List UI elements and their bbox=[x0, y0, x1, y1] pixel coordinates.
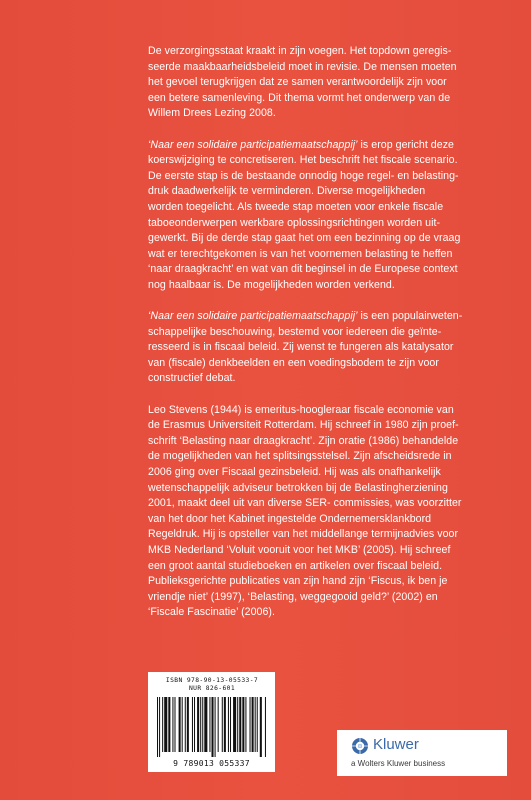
barcode-icon bbox=[157, 697, 267, 757]
publisher-tagline: a Wolters Kluwer business bbox=[351, 759, 446, 768]
ean-digits: 9 789013 055337 bbox=[173, 759, 250, 768]
book-title-reference: ‘Naar een solidaire participatiemaatschappij’ bbox=[148, 138, 358, 151]
nur-code: NUR 826-601 bbox=[188, 685, 236, 692]
intro-paragraph: De verzorgingsstaat kraakt in zijn voegen. Het topdown geregis- seerde maakbaarheidsbeleid moet in revisie. De mensen moeten het gevoel terugkrijgen dat ze samen verantwoordelijk zijn voor een betere samenleving. Dit thema vormt het onderwerp van de Willem Drees Lezing 2008. bbox=[148, 45, 457, 120]
audience-paragraph: ‘Naar een solidaire participatiemaatschappij’ is een populairweten- schappelijke beschouwing, bestemd voor iedereen die geïnte- resseerd is in fiscaal beleid. Zij wenst te fungeren als katalysator van (fiscale) denkbeelden en een voedingsbodem te zijn voor constructief debat. bbox=[148, 310, 463, 385]
isbn-number: ISBN 978-90-13-05533-7 bbox=[165, 677, 259, 684]
scenario-paragraph: ‘Naar een solidaire participatiemaatschappij’ is erop gericht deze koerswijziging te concretiseren. Het beschrift het fiscale scenario. De eerste stap is de bestaande onnodig hoge regel- en belasting- druk daadwerkelijk te verminderen. Diverse mogelijkheden worden toegelicht. Als tweede stap moeten voor enkele fiscale taboeonderwerpen werkbare oplossingsrichtingen worden uit- gewerkt. Bij de derde stap gaat het om een bezinning op de vraag wat er terechtgekomen is van het voornemen belasting te heffen ‘naar draagkracht’ en wat van dit beginsel in de Europese context nog haalbaar is. De mogelijkheden worden verkend. bbox=[148, 138, 461, 291]
publisher-logo bbox=[337, 730, 507, 776]
author-bio-paragraph: Leo Stevens (1944) is emeritus-hoogleraar fiscale economie van de Erasmus Universiteit Rotterdam. Hij schreef in 1980 zijn proef- schrift ‘Belasting naar draagkracht’. Zijn oratie (1986) behandelde de mogelijkheden van het splitsingsstelsel. Zijn afscheidsrede in 2006 ging over Fiscaal gezinsbeleid. Hij was als onafhankelijk wetenschappelijk adviseur betrokken bij de Belastingherziening 2001, maakt deel uit van diverse SER- commissies, was voorzitter van het door het Kabinet ingestelde Ondernemersklankbord Regeldruk. Hij is opsteller van het middellange termijnadvies voor MKB Nederland ‘Voluit vooruit voor het MKB’ (2005). Hij schreef een groot aantal studieboeken en artikelen over fiscaal beleid. Publieksgerichte publicaties van zijn hand zijn ‘Fiscus, ik ben je vriendje niet’ (1997), ‘Belasting, weggegooid geld?’ (2002) en ‘Fiscale Fascinatie’ (2006). bbox=[148, 403, 462, 619]
kluwer-sphere-icon bbox=[351, 737, 369, 755]
barcode-label bbox=[148, 672, 275, 772]
book-title-reference: ‘Naar een solidaire participatiemaatschappij’ bbox=[148, 310, 358, 323]
blurb-text bbox=[148, 44, 500, 637]
publisher-name: Kluwer bbox=[373, 736, 419, 753]
